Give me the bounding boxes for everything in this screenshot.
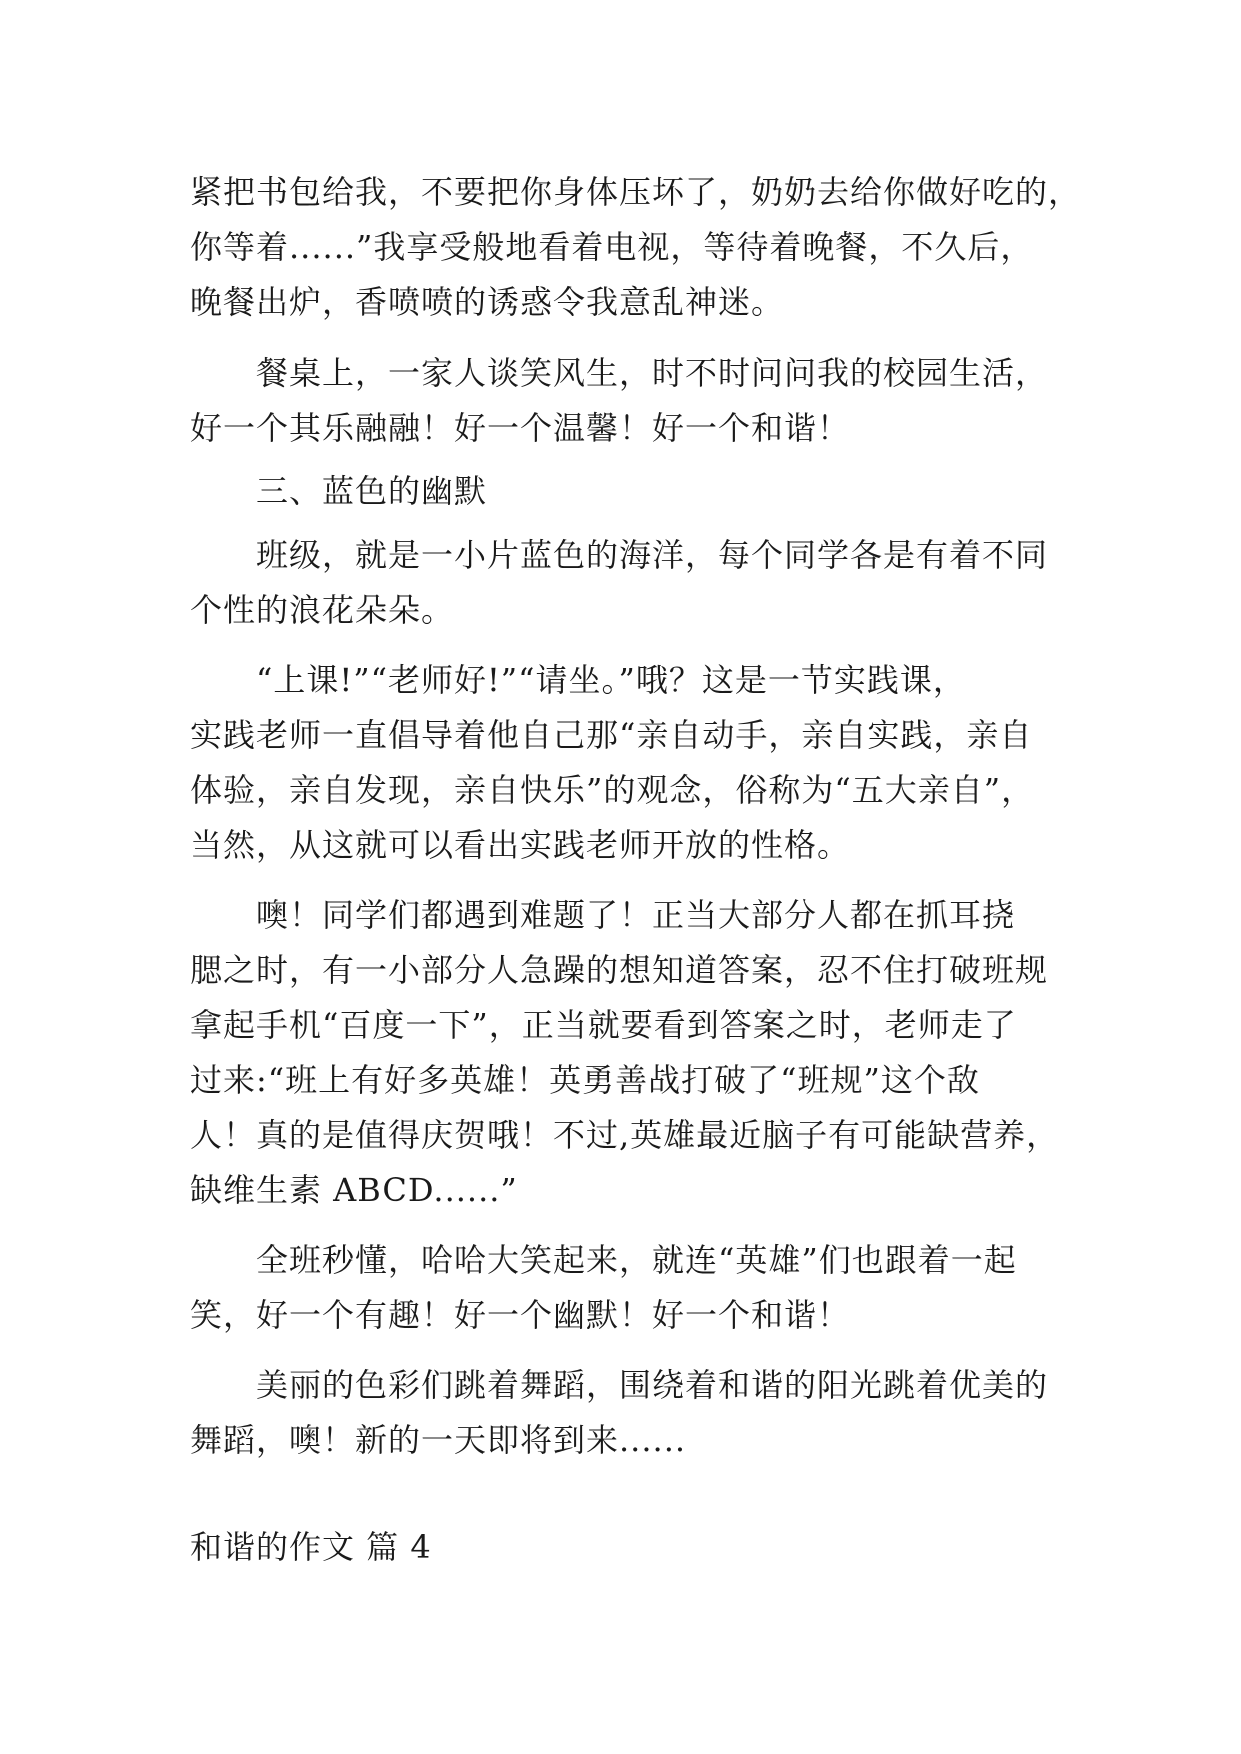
text-line: 舞蹈，噢！新的一天即将到来...... (190, 1421, 687, 1459)
text-line: 缺维生素 ABCD......” (190, 1171, 518, 1209)
text-line: 腮之时，有一小部分人急躁的想知道答案，忍不住打破班规 (190, 951, 1049, 989)
text-line: 晚餐出炉，香喷喷的诱惑令我意乱神迷。 (190, 283, 785, 321)
text-line: 好一个其乐融融！好一个温馨！好一个和谐！ (190, 409, 851, 447)
text-line: 餐桌上，一家人谈笑风生，时不时问问我的校园生活， (190, 354, 1049, 392)
text-line: 全班秒懂，哈哈大笑起来，就连“英雄”们也跟着一起 (190, 1241, 1017, 1279)
text-line: 体验，亲自发现，亲自快乐”的观念，俗称为“五大亲自”， (190, 771, 1035, 809)
text-line: 实践老师一直倡导着他自己那“亲自动手，亲自实践，亲自 (190, 716, 1033, 754)
text-line: 班级，就是一小片蓝色的海洋，每个同学各是有着不同 (190, 536, 1049, 574)
text-line: 人！真的是值得庆贺哦！不过,英雄最近脑子有可能缺营养， (190, 1116, 1060, 1154)
text-line: 当然，从这就可以看出实践老师开放的性格。 (190, 826, 851, 864)
text-line: 笑，好一个有趣！好一个幽默！好一个和谐！ (190, 1296, 851, 1334)
text-line: 紧把书包给我，不要把你身体压坏了，奶奶去给你做好吃的， (190, 173, 1082, 211)
text-line: 噢！同学们都遇到难题了！正当大部分人都在抓耳挠 (190, 896, 1016, 934)
text-line: 过来:“班上有好多英雄！英勇善战打破了“班规”这个敌 (190, 1061, 980, 1099)
text-line: 拿起手机“百度一下”，正当就要看到答案之时，老师走了 (190, 1006, 1017, 1044)
text-line: 个性的浪花朵朵。 (190, 591, 455, 629)
text-line: 美丽的色彩们跳着舞蹈，围绕着和谐的阳光跳着优美的 (190, 1366, 1049, 1404)
section-title: 和谐的作文 篇 4 (190, 1528, 432, 1566)
text-line: “上课!”“老师好!”“请坐。”哦？这是一节实践课， (190, 661, 966, 699)
section-subheading: 三、蓝色的幽默 (190, 472, 488, 510)
text-line: 你等着......”我享受般地看着电视，等待着晚餐，不久后， (190, 228, 1034, 266)
